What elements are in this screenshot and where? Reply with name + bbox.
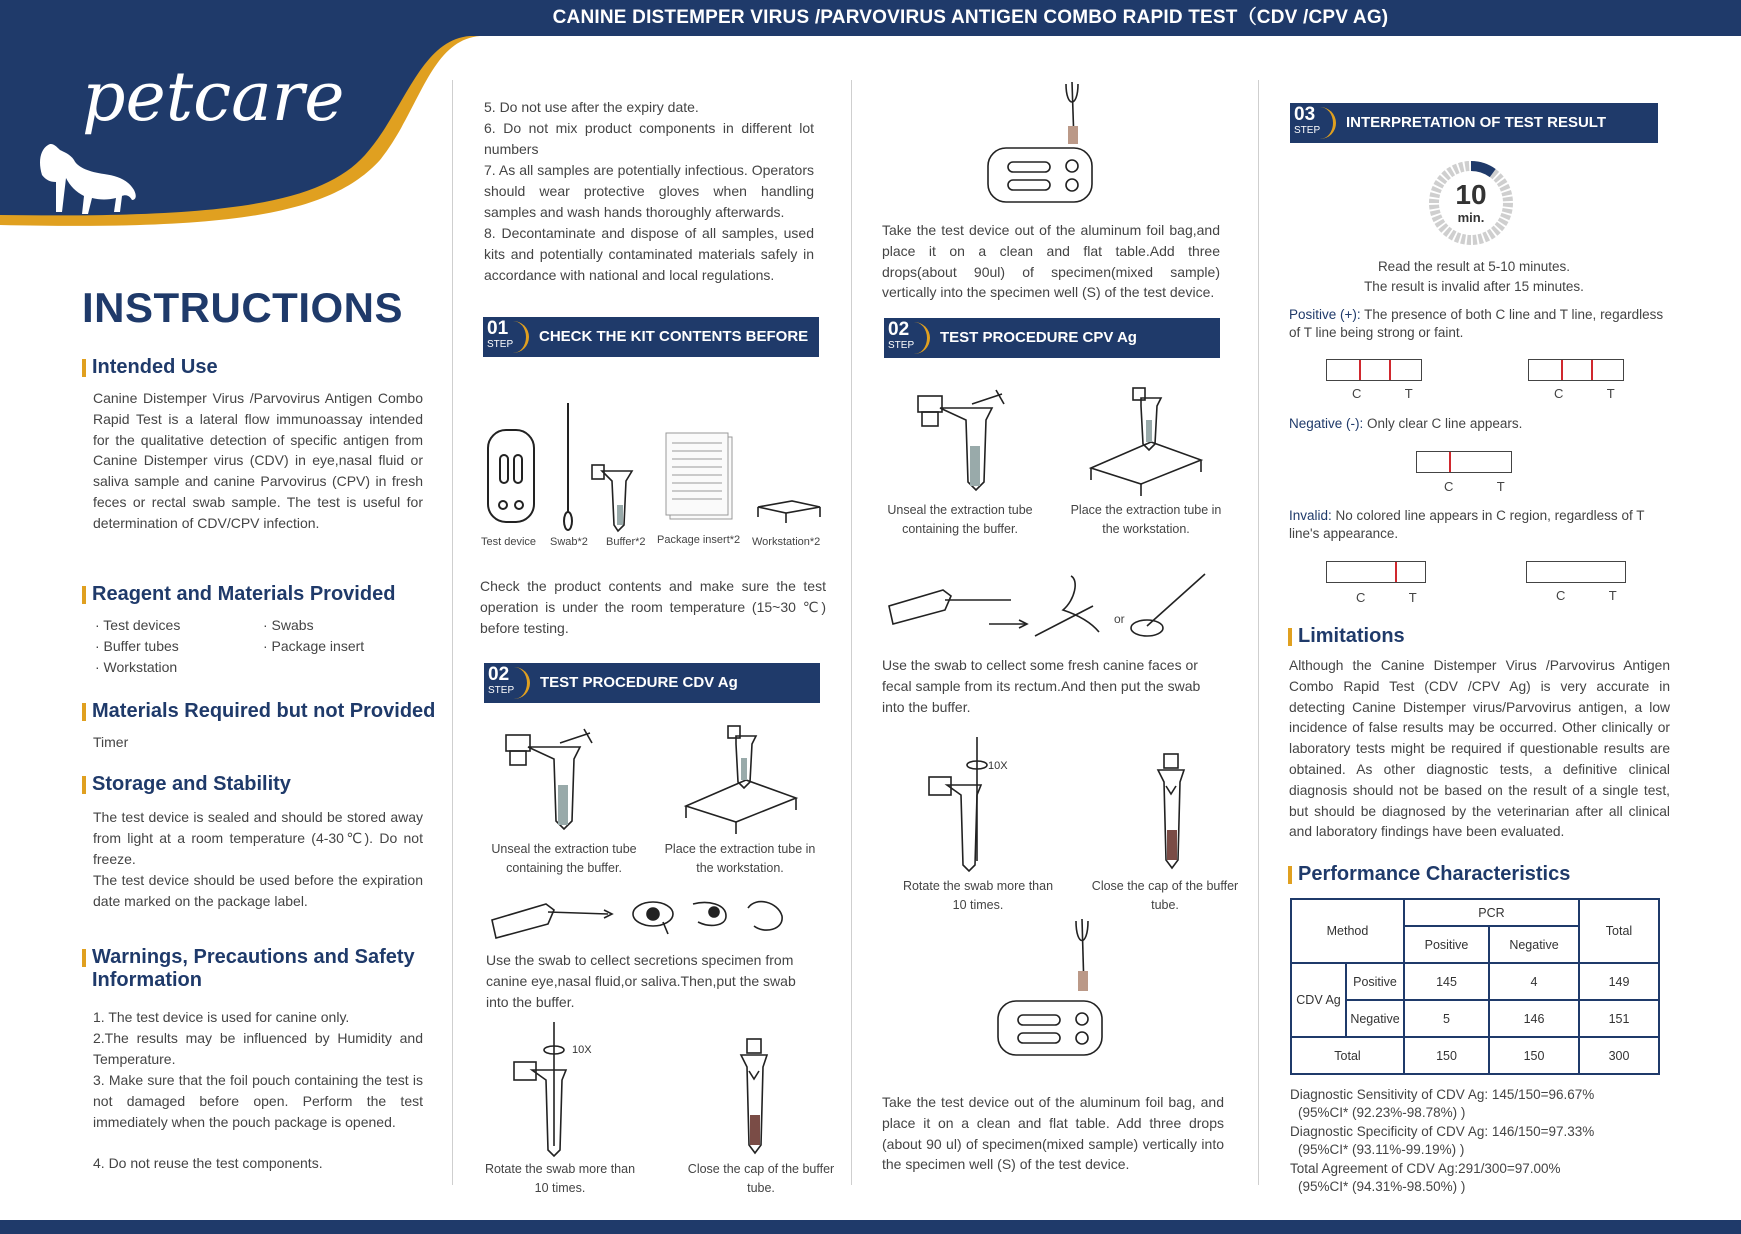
storage-text: The test device should be used before the expiration date marked on the package label. bbox=[93, 872, 423, 909]
table-cell: Total bbox=[1291, 1037, 1404, 1074]
warning-item: 2.The results may be influenced by Humidity and Temperature. bbox=[93, 1030, 423, 1067]
cpv-unseal-caption: Unseal the extraction tube containing the buffer. bbox=[887, 503, 1033, 536]
kit-label: Buffer*2 bbox=[606, 536, 646, 548]
cdv-unseal-illustration bbox=[500, 725, 600, 835]
step-2-cpv-header bbox=[884, 318, 1220, 358]
reagent-item: · Buffer tubes bbox=[95, 638, 179, 654]
cpv-place-caption: Place the extraction tube in the workstation. bbox=[1070, 503, 1222, 536]
step-number: 03 bbox=[1294, 104, 1316, 125]
reagent-item: · Package insert bbox=[263, 638, 365, 654]
stat-line: (95%CI* (92.23%-98.78%) ) bbox=[1298, 1105, 1466, 1120]
cdv-swab-sample-illustration bbox=[488, 890, 798, 950]
kit-check-text: Check the product contents and make sure the test operation is under the room temperature (15~30 ℃) before testing. bbox=[480, 578, 826, 636]
stat-line: Total Agreement of CDV Ag:291/300=97.00% bbox=[1290, 1161, 1561, 1176]
reagents-title: Reagent and Materials Provided bbox=[82, 583, 395, 606]
cpv-device-drop-illustration-bottom bbox=[990, 915, 1110, 1060]
package-insert-icon bbox=[666, 433, 732, 519]
step-number: 02 bbox=[888, 319, 910, 340]
table-cell: 151 bbox=[1579, 1000, 1659, 1037]
cdv-rotate-mark: 10X bbox=[572, 1044, 592, 1056]
cpv-workstation-illustration bbox=[1085, 384, 1205, 496]
strip-ct-label: C T bbox=[1556, 588, 1637, 603]
cdv-workstation-illustration bbox=[680, 722, 800, 834]
cpv-rotate-illustration bbox=[925, 735, 1025, 875]
stat-line: (95%CI* (94.31%-98.50%) ) bbox=[1298, 1179, 1466, 1194]
table-cell: 149 bbox=[1579, 963, 1659, 1000]
kit-label: Test device bbox=[481, 536, 537, 548]
read-time-text: Read the result at 5-10 minutes. bbox=[1377, 259, 1571, 274]
materials-not-provided-title: Materials Required but not Provided bbox=[82, 700, 435, 723]
invalid-result-text bbox=[1289, 507, 1671, 543]
cpv-rotate-mark: 10X bbox=[988, 760, 1008, 772]
table-row bbox=[1291, 1000, 1659, 1037]
swab-icon bbox=[564, 403, 572, 530]
cpv-close-cap-illustration bbox=[1152, 750, 1192, 880]
cpv-swab-text: Use the swab to cellect some fresh canine faces or fecal sample from its rectum.And then put the swab into the buffer. bbox=[882, 657, 1201, 715]
negative-label: Negative (-): bbox=[1289, 416, 1364, 431]
cdv-close-cap-illustration bbox=[735, 1035, 775, 1165]
workstation-icon bbox=[758, 501, 820, 523]
invalid-description: No colored line appears in C region, regardless of T line's appearance. bbox=[1289, 508, 1645, 541]
cdv-swab-text: Use the swab to cellect secretions specimen from canine eye,nasal fluid,or saliva.Then,put the swab into the buffer. bbox=[486, 952, 796, 1010]
table-row bbox=[1291, 963, 1659, 1000]
step-arc bbox=[512, 667, 530, 699]
cdv-close-caption: Close the cap of the buffer tube. bbox=[687, 1162, 835, 1195]
step-title: INTERPRETATION OF TEST RESULT bbox=[1346, 114, 1606, 131]
step-number: 02 bbox=[488, 664, 510, 685]
table-cell: 146 bbox=[1489, 1000, 1579, 1037]
or-label: or bbox=[1114, 612, 1125, 626]
table-header-pcr: PCR bbox=[1404, 899, 1579, 926]
performance-title: Performance Characteristics bbox=[1288, 863, 1570, 886]
cdv-rotate-caption: Rotate the swab more than 10 times. bbox=[484, 1162, 636, 1195]
positive-label: Positive (+): bbox=[1289, 307, 1361, 322]
test-device-icon bbox=[488, 430, 534, 522]
cpv-device-text: Take the test device out of the aluminum foil bag,and place it on a clean and flat table.Add three drops(about 90ul) of specimen(mixed sample) vertically into the specimen well (S) of the test device. bbox=[882, 222, 1220, 301]
page-title: INSTRUCTIONS bbox=[82, 284, 403, 331]
step-label: STEP bbox=[488, 685, 515, 696]
warning-item: 5. Do not use after the expiry date. bbox=[484, 99, 699, 115]
result-strip-invalid-none bbox=[1526, 561, 1626, 583]
table-cell: 5 bbox=[1404, 1000, 1489, 1037]
stat-line: Diagnostic Specificity of CDV Ag: 146/150=97.33% bbox=[1290, 1124, 1595, 1139]
timer-value: 10 bbox=[1455, 179, 1487, 210]
table-cell-cdv: CDV Ag bbox=[1291, 963, 1346, 1037]
step-label: STEP bbox=[487, 339, 514, 350]
negative-result-text bbox=[1289, 414, 1671, 435]
table-cell: 300 bbox=[1579, 1037, 1659, 1074]
stat-line: Diagnostic Sensitivity of CDV Ag: 145/150=96.67% bbox=[1290, 1087, 1595, 1102]
footer-bar bbox=[0, 1220, 1741, 1234]
intended-use-text: Canine Distemper Virus /Parvovirus Antigen Combo Rapid Test is a lateral flow immunoassay intended for the qualitative detection of specific antigen from Canine Distemper virus (CDV) in eye,nasal fluid or saliva sample and canine Parvovirus (CPV) in fresh feces or rectal swab sample. The test is useful for determination of CDV/CPV infection. bbox=[93, 390, 423, 531]
materials-not-provided-text: Timer bbox=[93, 734, 129, 750]
strip-ct-label: C T bbox=[1554, 386, 1635, 401]
negative-description: Only clear C line appears. bbox=[1363, 416, 1523, 431]
timer-unit: min. bbox=[1457, 210, 1485, 225]
warning-item: 1. The test device is used for canine only. bbox=[93, 1009, 350, 1025]
table-cell: Negative bbox=[1346, 1000, 1404, 1037]
strip-ct-label: C T bbox=[1444, 479, 1525, 494]
header-title: CANINE DISTEMPER VIRUS /PARVOVIRUS ANTIGEN COMBO RAPID TEST（CDV /CPV AG) bbox=[552, 7, 1389, 28]
reagent-item: · Test devices bbox=[95, 617, 181, 633]
positive-description: The presence of both C line and T line, regardless of T line being strong or faint. bbox=[1289, 307, 1664, 340]
cpv-unseal-illustration bbox=[912, 386, 1012, 496]
storage-title: Storage and Stability bbox=[82, 773, 291, 796]
strip-ct-label: C T bbox=[1352, 386, 1433, 401]
kit-label: Swab*2 bbox=[550, 536, 588, 548]
result-strip-positive-strong bbox=[1326, 359, 1422, 381]
step-title: TEST PROCEDURE CPV Ag bbox=[940, 329, 1137, 346]
storage-text: The test device is sealed and should be stored away from light at a room temperature (4-30℃). Do not freeze. bbox=[93, 809, 423, 867]
step-arc bbox=[511, 321, 529, 353]
kit-label: Workstation*2 bbox=[752, 536, 821, 548]
buffer-tube-icon bbox=[592, 465, 632, 531]
limitations-title: Limitations bbox=[1288, 625, 1405, 648]
invalid-time-text: The result is invalid after 15 minutes. bbox=[1364, 279, 1584, 294]
table-header-positive: Positive bbox=[1404, 926, 1489, 963]
cdv-place-caption: Place the extraction tube in the workstation. bbox=[664, 842, 816, 875]
step-label: STEP bbox=[1294, 125, 1321, 136]
step-3-header bbox=[1290, 103, 1658, 143]
result-strip-positive-faint bbox=[1528, 359, 1624, 381]
table-header-total: Total bbox=[1579, 899, 1659, 963]
reagent-item: · Workstation bbox=[95, 659, 178, 675]
kit-label: Package insert*2 bbox=[657, 534, 741, 546]
step-arc bbox=[1318, 107, 1336, 139]
column-divider bbox=[452, 80, 453, 1185]
warning-item: 4. Do not reuse the test components. bbox=[93, 1155, 323, 1171]
table-cell: 150 bbox=[1404, 1037, 1489, 1074]
positive-result-text bbox=[1289, 306, 1671, 342]
step-arc bbox=[912, 322, 930, 354]
cpv-device-text-2: Take the test device out of the aluminum foil bag, and place it on a clean and flat table. Add three drops (about 90 ul) of specimen(mixed sample) vertically into the specimen well (S) of the test device. bbox=[882, 1094, 1224, 1173]
table-cell: 150 bbox=[1489, 1037, 1579, 1074]
result-strip-invalid-t bbox=[1326, 561, 1426, 583]
table-cell: 145 bbox=[1404, 963, 1489, 1000]
strip-ct-label: C T bbox=[1356, 590, 1437, 605]
step-label: STEP bbox=[888, 340, 915, 351]
stat-line: (95%CI* (93.11%-99.19%) ) bbox=[1298, 1142, 1465, 1157]
invalid-label: Invalid: bbox=[1289, 508, 1332, 523]
cdv-rotate-illustration bbox=[510, 1020, 610, 1160]
cpv-close-caption: Close the cap of the buffer tube. bbox=[1091, 879, 1239, 912]
column-divider bbox=[1258, 80, 1259, 1185]
table-row bbox=[1291, 1037, 1659, 1074]
table-header-negative: Negative bbox=[1489, 926, 1579, 963]
warning-item: 6. Do not mix product components in different lot numbers bbox=[484, 120, 814, 157]
step-1-header bbox=[483, 317, 819, 385]
table-cell: 4 bbox=[1489, 963, 1579, 1000]
warning-item: 7. As all samples are potentially infectious. Operators should wear protective gloves when handling samples and wash hands thoroughly afterwards. bbox=[484, 162, 814, 220]
kit-contents-illustration bbox=[480, 395, 830, 535]
intended-use-title: Intended Use bbox=[82, 356, 218, 379]
warning-item: 3. Make sure that the foil pouch containing the test is not damaged before open. Perform the test immediately when the pouch package is opened. bbox=[93, 1072, 423, 1130]
table-cell: Positive bbox=[1346, 963, 1404, 1000]
cdv-unseal-caption: Unseal the extraction tube containing the buffer. bbox=[491, 842, 637, 875]
warning-item: 8. Decontaminate and dispose of all samples, used kits and potentially contaminated materials safely in accordance with national and local regulations. bbox=[484, 225, 814, 283]
warnings-title: Warnings, Precautions and Safety Information bbox=[82, 946, 422, 992]
step-title: CHECK THE KIT CONTENTS BEFORE USE bbox=[539, 328, 809, 385]
limitations-text: Although the Canine Distemper Virus /Parvovirus Antigen Combo Rapid Test (CDV /CPV Ag) is very accurate in detecting Canine Distemper virus/Parvovirus antigen, a low incidence of false results may be occurred. Other clinically or laboratory tests might be required if questionable results are obtained. As other diagnostic tests, a definitive clinical diagnosis should not be based on the result of a single test, but should be diagnosed by the veterinarian after all clinical and laboratory findings have been evaluated. bbox=[1289, 658, 1670, 840]
step-number: 01 bbox=[487, 318, 509, 339]
cpv-swab-sample-illustration bbox=[885, 570, 1215, 645]
step-title: TEST PROCEDURE CDV Ag bbox=[540, 674, 738, 691]
brand-logo: petcare bbox=[82, 58, 345, 137]
reagent-item: · Swabs bbox=[263, 617, 314, 633]
result-strip-negative bbox=[1416, 451, 1512, 473]
performance-table bbox=[1290, 898, 1660, 1075]
column-divider bbox=[851, 80, 852, 1185]
step-2-cdv-header bbox=[484, 663, 820, 703]
cpv-rotate-caption: Rotate the swab more than 10 times. bbox=[902, 879, 1054, 912]
table-header-method: Method bbox=[1291, 899, 1404, 963]
cpv-device-drop-illustration-top bbox=[980, 78, 1100, 208]
